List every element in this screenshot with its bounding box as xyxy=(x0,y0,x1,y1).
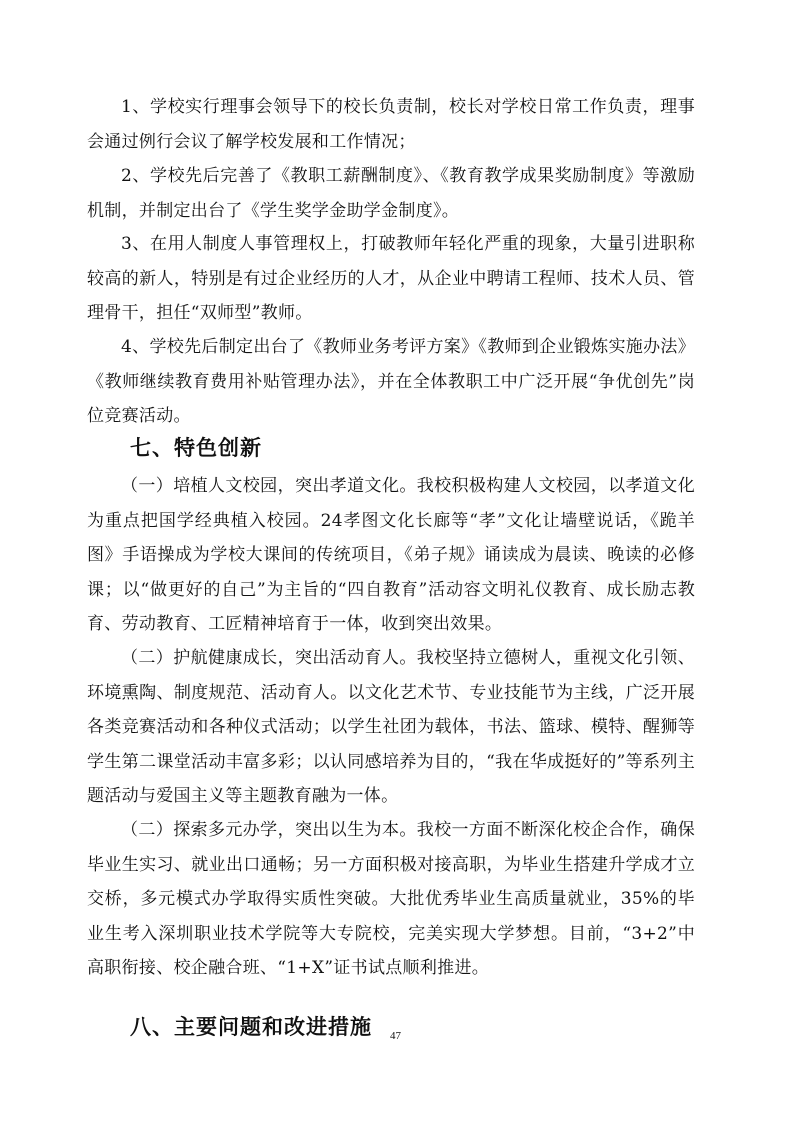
paragraph-culture: （一）培植人文校园，突出孝道文化。我校积极构建人文校园，以孝道文化为重点把国学经典植入校园。24孝图文化长廊等“孝”文化让墙壁说话，《跪羊图》手语操成为学校大课间的传统项目，《弟子规》诵读成为晨读、晚读的必修课；以“做更好的自己”为主旨的“四自教育”活动容文明礼仪教育、成长励志教育、劳动教育、工匠精神培育于一体，收到突出效果。 xyxy=(87,476,695,634)
paragraph-governance: 1、学校实行理事会领导下的校长负责制，校长对学校日常工作负责，理事会通过例行会议了解学校发展和工作情况； xyxy=(87,97,695,152)
paragraph-diversified: （二）探索多元办学，突出以生为本。我校一方面不断深化校企合作，确保毕业生实习、就业出口通畅；另一方面积极对接高职，为毕业生搭建升学成才立交桥，多元模式办学取得实质性突破。大批优秀毕业生高质量就业，35%的毕业生考入深圳职业技术学院等大专院校，完美实现大学梦想。目前，“3+2”中高职衔接、校企融合班、“1+X”证书试点顺利推进。 xyxy=(87,820,695,978)
paragraph-teacher-policies: 4、学校先后制定出台了《教师业务考评方案》《教师到企业锻炼实施办法》《教师继续教育费用补贴管理办法》，并在全体教职工中广泛开展“争优创先”岗位竞赛活动。 xyxy=(87,337,695,426)
paragraph-personnel: 3、在用人制度人事管理权上，打破教师年轻化严重的现象，大量引进职称较高的新人，特别是有过企业经历的人才，从企业中聘请工程师、技术人员、管理骨干，担任“双师型”教师。 xyxy=(87,234,695,323)
section-8-heading: 八、主要问题和改进措施 xyxy=(130,1015,372,1039)
section-7-heading: 七、特色创新 xyxy=(130,436,262,460)
page-number: 47 xyxy=(390,1030,401,1042)
paragraph-incentive: 2、学校先后完善了《教职工薪酬制度》、《教育教学成果奖励制度》等激励机制，并制定出台了《学生奖学金助学金制度》。 xyxy=(87,166,695,221)
paragraph-activities: （二）护航健康成长，突出活动育人。我校坚持立德树人，重视文化引领、环境熏陶、制度规范、活动育人。以文化艺术节、专业技能节为主线，广泛开展各类竞赛活动和各种仪式活动；以学生社团为载体，书法、篮球、模特、醒狮等学生第二课堂活动丰富多彩；以认同感培养为目的，“我在华成挺好的”等系列主题活动与爱国主义等主题教育融为一体。 xyxy=(87,648,695,806)
